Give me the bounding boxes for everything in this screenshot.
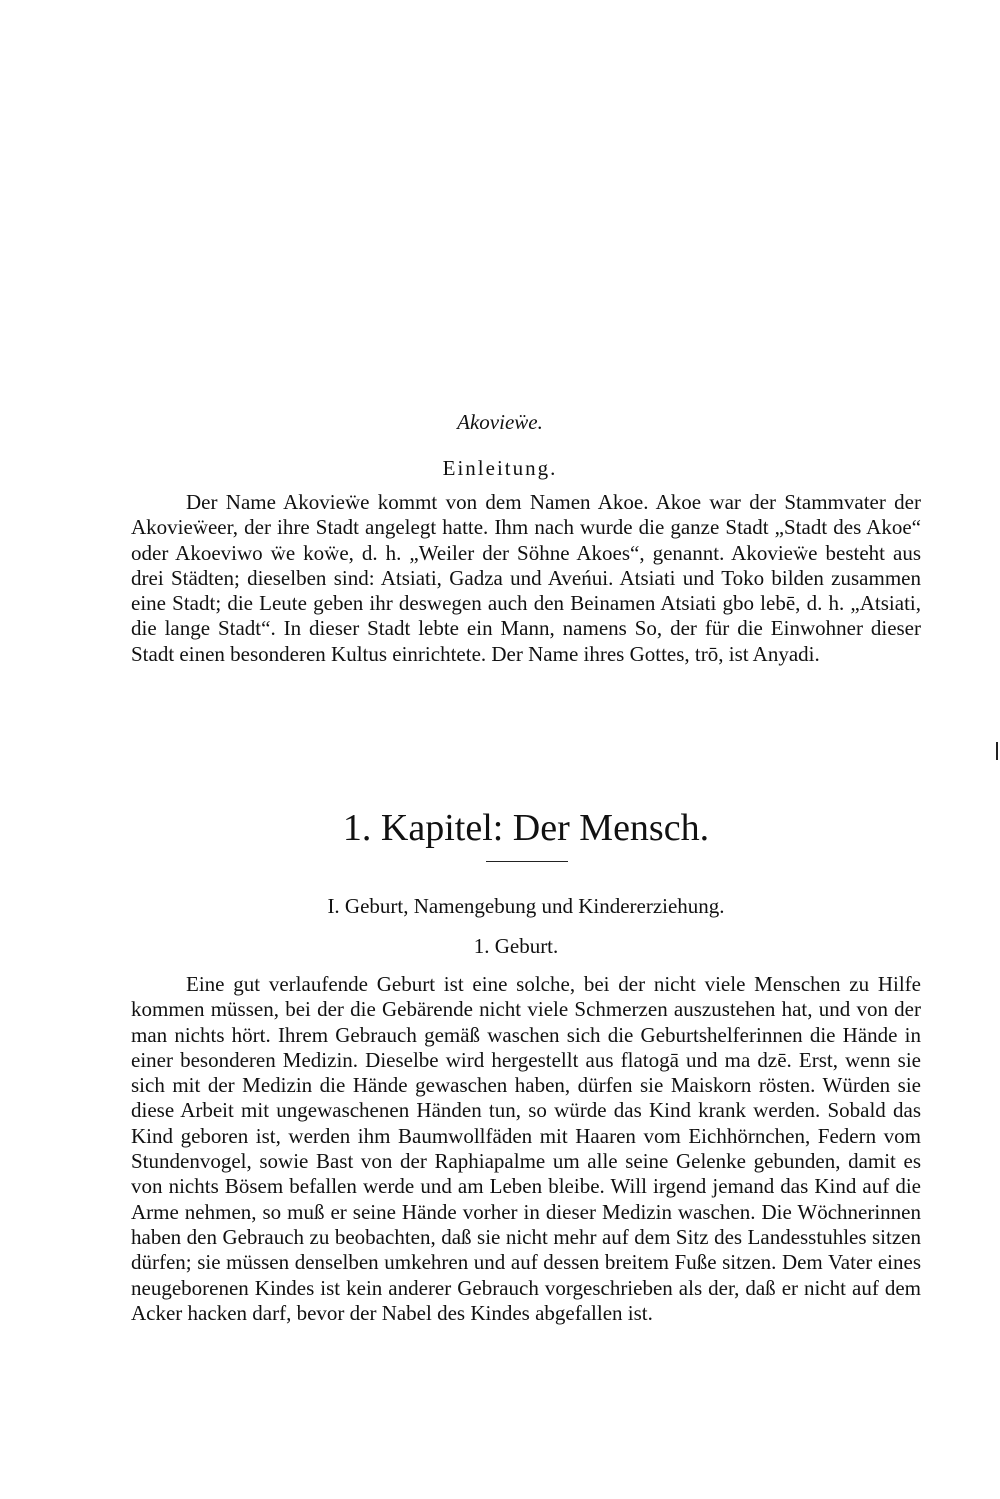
subsection-heading: 1. Geburt. — [473, 934, 559, 958]
introduction-heading: Einleitung. — [442, 456, 558, 480]
introduction-text: Der Name Akovieẅe kommt von dem Namen Akoe. Akoe war der Stammvater der Akovieẅeer, der ihre Stadt angelegt hatte. Ihm nach wurde die ganze Stadt „Stadt des Akoe“ oder Akoeviwo ẅe koẅe, d. h. „Weiler der Söhne Akoes“, genannt. Akovieẅe besteht aus drei Städten; dieselben sind: Atsiati, Gadza und Aveńui. Atsiati und Toko bilden zusammen eine Stadt; die Leute geben ihr deswegen auch den Beinamen Atsiati gbo lebē, d. h. „Atsiati, die lange Stadt“. In dieser Stadt lebte ein Mann, namens So, der für die Einwohner dieser Stadt einen besonderen Kultus einrichtete. Der Name ihres Gottes, trō, ist Anyadi. — [131, 490, 921, 666]
body-text: Eine gut verlaufende Geburt ist eine solche, bei der nicht viele Menschen zu Hilfe kommen müssen, bei der die Gebärende nicht viele Schmerzen auszustehen hat, und von der man nichts hört. Ihrem Gebrauch gemäß waschen sich die Geburtshelferinnen die Hände in einer besonderen Medizin. Dieselbe wird hergestellt aus flatogā und ma dzē. Erst, wenn sie sich mit der Medizin die Hände gewaschen haben, dürfen sie Maiskorn rösten. Würden sie diese Arbeit mit ungewaschenen Händen tun, so würde das Kind krank werden. Sobald das Kind geboren ist, werden ihm Baumwollfäden mit Haaren vom Eichhörnchen, Federn vom Stundenvogel, sowie Bast von der Raphiapalme um alle seine Gelenke gebunden, damit es von nichts Bösem befallen werde und am Leben bleibe. Will irgend jemand das Kind auf die Arme nehmen, so muß er seine Hände vorher in dieser Medizin waschen. Die Wöchnerinnen haben den Gebrauch zu beobachten, daß sie nicht mehr auf dem Sitz des Landesstuhles sitzen dürfen; sie müssen denselben umkehren und auf dessen breitem Fuße sitzen. Dem Vater eines neugeborenen Kindes ist kein anderer Gebrauch vorgeschrieben als der, daß er nicht auf dem Acker hacken darf, bevor der Nabel des Kindes abgefallen ist. — [131, 972, 921, 1325]
scan-edge-mark — [996, 742, 998, 760]
introduction-paragraph — [131, 490, 921, 667]
section-heading: I. Geburt, Namengebung und Kindererziehung. — [327, 894, 725, 918]
chapter-title: 1. Kapitel: Der Mensch. — [342, 807, 710, 849]
document-title: Akovieẅe. — [457, 410, 543, 434]
chapter-divider — [486, 861, 568, 862]
body-paragraph — [131, 972, 921, 1326]
